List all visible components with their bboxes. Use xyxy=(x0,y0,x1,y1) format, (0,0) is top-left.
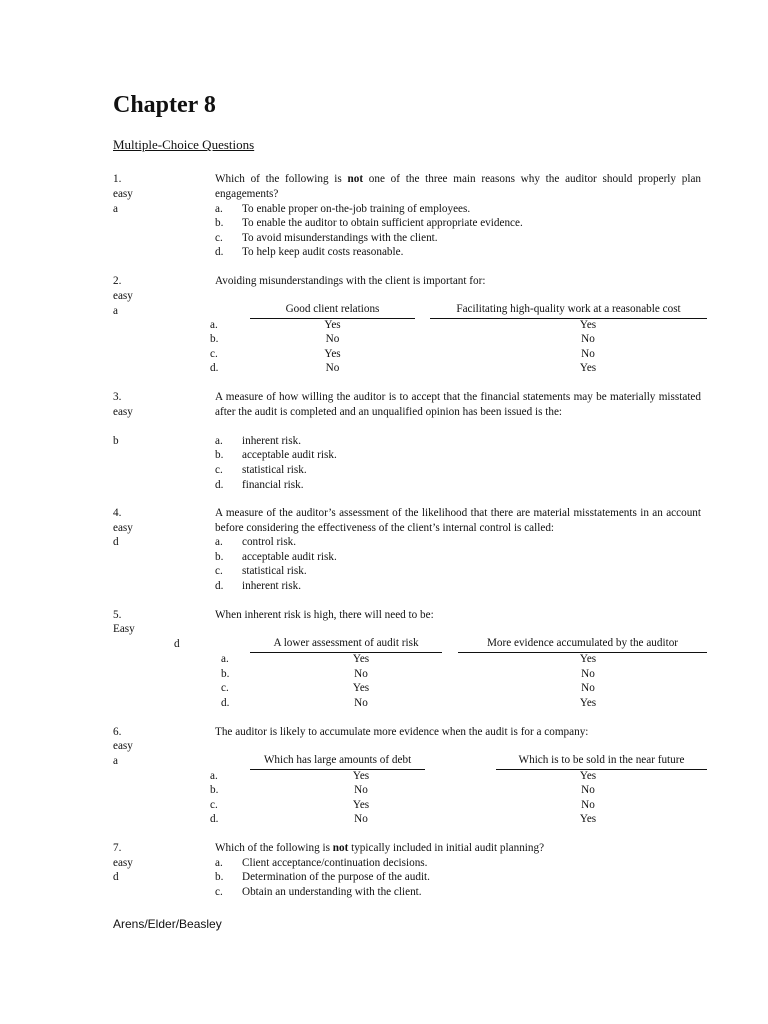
answer-key: a xyxy=(113,755,118,767)
answer-key: d xyxy=(113,871,119,883)
question-stem: When inherent risk is high, there will need to be: xyxy=(215,609,434,621)
option-text: inherent risk. xyxy=(242,435,302,447)
table-cell: Yes xyxy=(352,653,370,665)
table-cell: No xyxy=(354,784,368,796)
option-text: financial risk. xyxy=(242,479,304,491)
option-c xyxy=(215,231,438,246)
page-footer: Arens/Elder/Beasley xyxy=(113,917,222,931)
question-stem: The auditor is likely to accumulate more evidence when the audit is for a company: xyxy=(215,726,589,738)
difficulty-label: easy xyxy=(113,188,133,200)
option-letter: b. xyxy=(215,871,224,883)
chapter-title: Chapter 8 xyxy=(113,92,216,118)
option-b xyxy=(215,216,523,231)
row-letter: d. xyxy=(221,697,230,709)
table-cell: Yes xyxy=(352,799,370,811)
answer-key: d xyxy=(174,638,180,650)
question-number: 1. xyxy=(113,173,122,185)
stem-text: Which of the following is xyxy=(215,173,348,185)
stem-emphasis: not xyxy=(347,173,364,185)
table-cell: Yes xyxy=(579,653,597,665)
option-b xyxy=(215,550,337,565)
option-letter: d. xyxy=(215,246,224,258)
difficulty-label: easy xyxy=(113,857,133,869)
option-letter: c. xyxy=(215,232,223,244)
table-cell: Yes xyxy=(324,348,341,360)
option-text: To enable proper on-the-job training of employees. xyxy=(242,203,471,215)
row-letter: b. xyxy=(210,784,219,796)
section-title: Multiple-Choice Questions xyxy=(113,137,255,152)
table-cell: No xyxy=(354,697,368,709)
option-letter: c. xyxy=(215,886,223,898)
table-cell: No xyxy=(581,348,595,360)
row-letter: a. xyxy=(210,319,218,331)
option-letter: b. xyxy=(215,551,224,563)
table-cell: No xyxy=(325,333,340,345)
question-number: 2. xyxy=(113,275,122,287)
question-stem xyxy=(215,172,701,201)
question-stem: Avoiding misunderstandings with the client is important for: xyxy=(215,275,486,287)
option-text: Determination of the purpose of the audit. xyxy=(242,871,430,883)
option-letter: a. xyxy=(215,203,223,215)
table-header: More evidence accumulated by the auditor xyxy=(458,636,707,653)
answer-key: a xyxy=(113,305,118,317)
table-cell: Yes xyxy=(352,770,370,782)
option-letter: a. xyxy=(215,857,223,869)
table-cell: No xyxy=(581,333,595,345)
option-a xyxy=(215,434,301,449)
option-c xyxy=(215,885,422,900)
table-header: A lower assessment of audit risk xyxy=(250,636,442,653)
option-a xyxy=(215,856,427,871)
option-letter: a. xyxy=(215,536,223,548)
question-number: 6. xyxy=(113,726,122,738)
option-text: inherent risk. xyxy=(242,580,302,592)
difficulty-label: easy xyxy=(113,522,133,534)
difficulty-label: easy xyxy=(113,740,133,752)
option-d xyxy=(215,245,403,260)
option-b xyxy=(215,870,430,885)
option-text: Obtain an understanding with the client. xyxy=(242,886,422,898)
row-letter: c. xyxy=(221,682,229,694)
answer-key: b xyxy=(113,435,119,447)
table-cell: Yes xyxy=(579,770,597,782)
option-letter: d. xyxy=(215,580,224,592)
option-letter: c. xyxy=(215,565,223,577)
option-c xyxy=(215,564,307,579)
option-a xyxy=(215,202,470,217)
option-d xyxy=(215,478,304,493)
table-cell: No xyxy=(354,813,368,825)
row-letter: a. xyxy=(221,653,229,665)
table-cell: Yes xyxy=(324,319,341,331)
option-text: acceptable audit risk. xyxy=(242,449,337,461)
difficulty-label: easy xyxy=(113,406,133,418)
option-c xyxy=(215,463,307,478)
table-cell: Yes xyxy=(579,813,597,825)
stem-text: one of the three main reasons why the auditor should properly plan engagements? xyxy=(215,173,701,200)
question-number: 3. xyxy=(113,391,122,403)
option-letter: b. xyxy=(215,217,224,229)
question-stem xyxy=(215,841,701,856)
stem-text: Which of the following is xyxy=(215,842,333,854)
option-text: statistical risk. xyxy=(242,565,307,577)
option-b xyxy=(215,448,337,463)
option-text: To enable the auditor to obtain sufficient appropriate evidence. xyxy=(242,217,523,229)
table-cell: No xyxy=(581,668,595,680)
answer-key: a xyxy=(113,203,118,215)
row-letter: d. xyxy=(210,362,219,374)
option-text: To avoid misunderstandings with the client. xyxy=(242,232,438,244)
option-letter: b. xyxy=(215,449,224,461)
row-letter: c. xyxy=(210,348,218,360)
stem-text: typically included in initial audit planning? xyxy=(348,842,545,854)
row-letter: a. xyxy=(210,770,218,782)
table-cell: Yes xyxy=(579,319,597,331)
row-letter: b. xyxy=(221,668,230,680)
table-cell: No xyxy=(581,682,595,694)
difficulty-label: easy xyxy=(113,290,133,302)
option-a xyxy=(215,535,296,550)
question-number: 5. xyxy=(113,609,122,621)
stem-emphasis: not xyxy=(332,842,349,854)
option-text: statistical risk. xyxy=(242,464,307,476)
option-text: Client acceptance/continuation decisions. xyxy=(242,857,428,869)
table-cell: No xyxy=(581,784,595,796)
option-text: To help keep audit costs reasonable. xyxy=(242,246,404,258)
answer-key: d xyxy=(113,536,119,548)
option-d xyxy=(215,579,301,594)
table-cell: No xyxy=(581,799,595,811)
table-cell: Yes xyxy=(352,682,370,694)
question-stem: A measure of how willing the auditor is to accept that the financial statements may be materially misstated after the audit is completed and an unqualified opinion has been issued is the: xyxy=(215,391,701,418)
table-cell: No xyxy=(354,668,368,680)
question-stem: A measure of the auditor’s assessment of the likelihood that there are material misstatements in an account before considering the effectiveness of the client’s internal control is called: xyxy=(215,507,701,534)
difficulty-label: Easy xyxy=(113,623,135,635)
table-cell: No xyxy=(325,362,340,374)
row-letter: d. xyxy=(210,813,219,825)
option-text: control risk. xyxy=(242,536,297,548)
option-letter: c. xyxy=(215,464,223,476)
table-header: Facilitating high-quality work at a reasonable cost xyxy=(430,302,707,319)
option-letter: d. xyxy=(215,479,224,491)
table-header: Which has large amounts of debt xyxy=(250,753,425,770)
option-text: acceptable audit risk. xyxy=(242,551,337,563)
table-header: Good client relations xyxy=(250,302,415,319)
question-number: 4. xyxy=(113,507,122,519)
table-cell: Yes xyxy=(579,362,597,374)
question-number: 7. xyxy=(113,842,122,854)
table-header: Which is to be sold in the near future xyxy=(496,753,707,770)
row-letter: c. xyxy=(210,799,218,811)
row-letter: b. xyxy=(210,333,219,345)
table-cell: Yes xyxy=(579,697,597,709)
option-letter: a. xyxy=(215,435,223,447)
